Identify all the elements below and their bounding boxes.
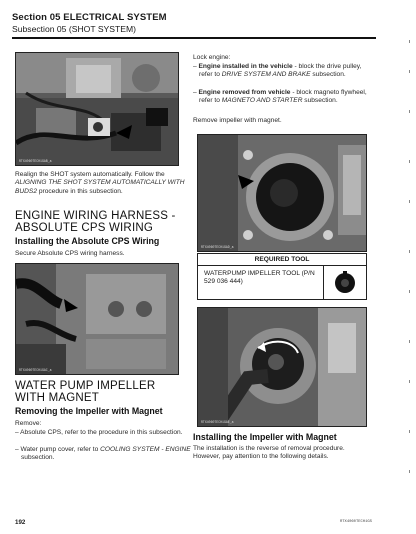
required-tool-header: REQUIRED TOOL: [198, 254, 366, 266]
photo-caption: RTX4060TECH1GAE_a: [201, 420, 234, 424]
page-number: 192: [15, 519, 26, 526]
engine-photo-pump-housing: [197, 134, 367, 252]
realign-paragraph: Realign the SHOT system automatically. Follow the ALIGNING THE SHOT SYSTEM AUTOMATICALLY WITH BUDS2 procedure in this subsection.: [15, 171, 185, 195]
remove-label: Remove:: [15, 420, 42, 427]
photo-caption: RTX4060TECH1GAB_a: [19, 159, 52, 163]
impeller-tool-icon: [324, 266, 366, 299]
tool-name: WATERPUMP IMPELLER TOOL (P/N 529 036 444): [198, 266, 324, 299]
heading-installing-impeller: Installing the Impeller with Magnet: [193, 432, 337, 442]
remove-bullet-pump-cover: – Water pump cover, refer to COOLING SYSTEM - ENGINE subsection.: [15, 446, 191, 462]
page-header: [12, 12, 167, 34]
heading-water-pump: WATER PUMP IMPELLER WITH MAGNET: [15, 380, 156, 405]
photo-caption: RTX4060TECH1GAC_a: [19, 368, 52, 372]
header-rule: [12, 37, 376, 39]
heading-wiring-harness: ENGINE WIRING HARNESS - ABSOLUTE CPS WIRING: [15, 210, 176, 235]
engine-photo-cps-wiring: [15, 263, 179, 375]
engine-photo-shot-sensor: [15, 52, 179, 166]
remove-impeller-text: Remove impeller with magnet.: [193, 117, 282, 124]
drive-system-reference[interactable]: DRIVE SYSTEM AND BRAKE: [221, 71, 311, 79]
heading-install-cps: Installing the Absolute CPS Wiring: [15, 236, 160, 246]
lock-engine-label: Lock engine:: [193, 54, 231, 61]
binding-edge-marks: [408, 30, 412, 510]
secure-wiring-text: Secure Absolute CPS wiring harness.: [15, 250, 125, 257]
remove-bullet-cps: – Absolute CPS, refer to the procedure in this subsection.: [15, 429, 183, 436]
section-title: Section 05 ELECTRICAL SYSTEM: [12, 12, 167, 23]
required-tool-table: [197, 253, 367, 300]
procedure-reference[interactable]: ALIGNING THE SHOT SYSTEM AUTOMATICALLY WITH BUDS2: [15, 179, 185, 195]
subsection-title: Subsection 05 (SHOT SYSTEM): [12, 24, 137, 34]
photo-caption: RTX4060TECH1GAD_a: [201, 245, 234, 249]
tool-row: [198, 266, 366, 299]
cooling-system-reference[interactable]: COOLING SYSTEM - ENGINE: [100, 446, 191, 453]
lock-bullet-removed: – Engine removed from vehicle - block magneto flywheel, refer to MAGNETO AND STARTER subsection.: [193, 89, 367, 105]
lock-bullet-installed: – Engine installed in the vehicle - block the drive pulley, refer to DRIVE SYSTEM AND BRAKE subsection.: [193, 63, 362, 79]
magneto-reference[interactable]: MAGNETO AND STARTER: [221, 97, 303, 105]
heading-removing-impeller: Removing the Impeller with Magnet: [15, 406, 163, 416]
engine-photo-impeller-removal: [197, 307, 367, 427]
document-code: RTX4060TECH1GS: [340, 520, 372, 524]
installing-text: The installation is the reverse of removal procedure. However, pay attention to the following details.: [193, 445, 345, 461]
